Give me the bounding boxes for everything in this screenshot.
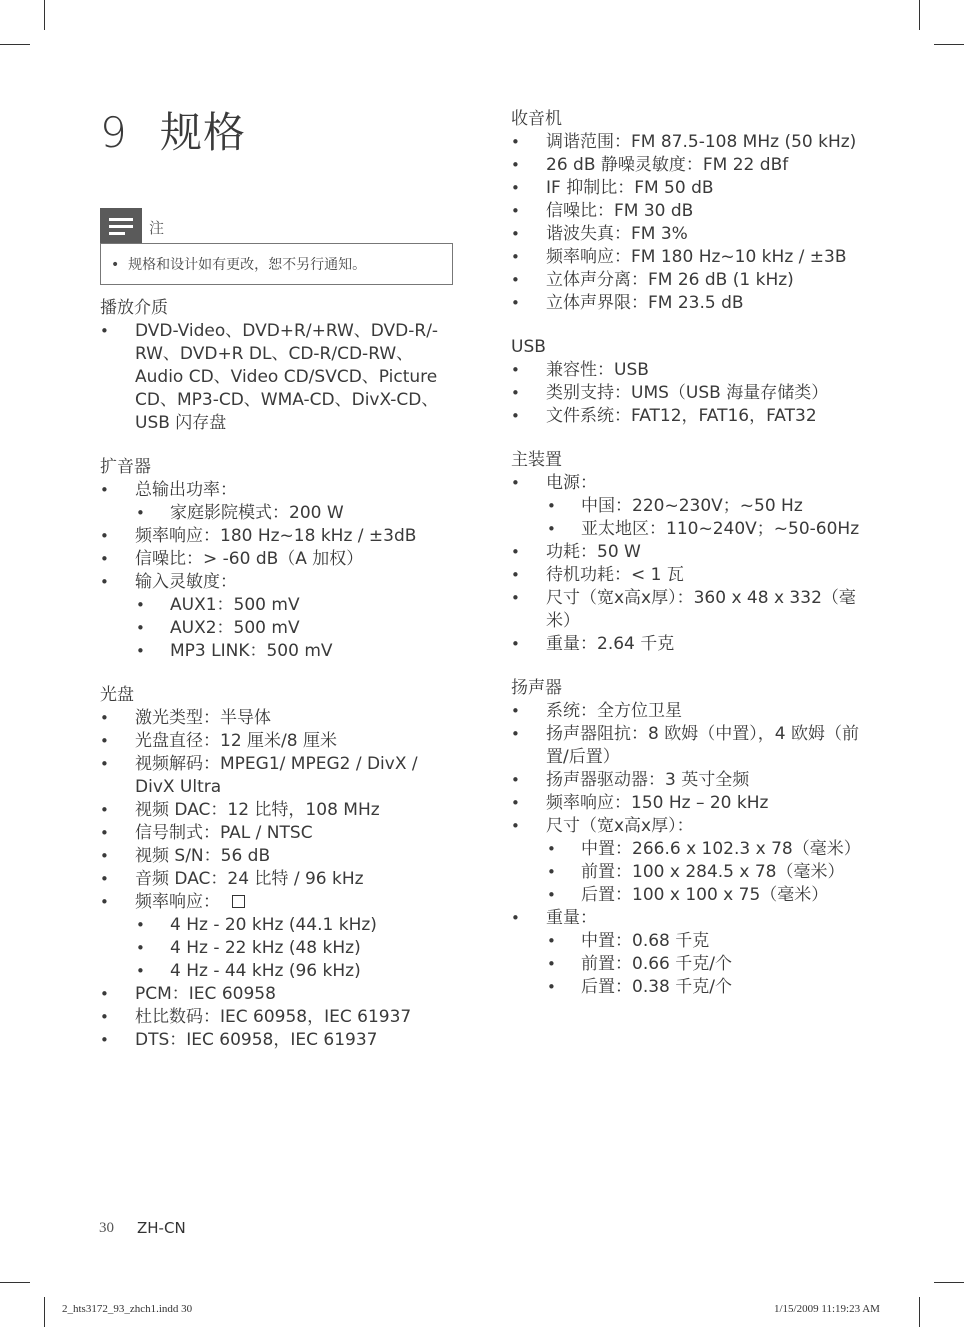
section-title: 播放介质	[100, 298, 168, 318]
chapter-heading	[100, 100, 246, 160]
spec-item	[511, 518, 871, 541]
spec-item-text: 频率响应：	[135, 892, 220, 912]
spec-item-text: PCM：IEC 60958	[135, 984, 276, 1004]
crop-mark	[934, 44, 964, 45]
spec-item	[511, 269, 871, 292]
spec-item-text: 前置：0.66 千克/个	[581, 954, 732, 974]
spec-item	[511, 405, 871, 428]
spec-item	[100, 640, 460, 663]
spec-item	[100, 845, 460, 868]
spec-item-text: 中置：0.68 千克	[581, 931, 710, 951]
spec-list	[100, 707, 460, 1052]
spec-list	[511, 472, 871, 656]
spec-item-text: 视频 S/N：56 dB	[135, 846, 271, 866]
crop-mark	[44, 1297, 45, 1327]
crop-mark	[0, 44, 30, 45]
spec-item	[511, 861, 871, 884]
language-code: ZH-CN	[137, 1219, 186, 1237]
spec-item	[100, 707, 460, 730]
section-title: 光盘	[100, 685, 134, 705]
spec-item-text: 信噪比：FM 30 dB	[546, 201, 694, 221]
spec-item	[511, 815, 871, 838]
spec-item	[511, 838, 871, 861]
spec-item-text: 4 Hz - 22 kHz (48 kHz)	[170, 938, 361, 958]
spec-item-text: 扬声器驱动器：3 英寸全频	[546, 770, 750, 790]
spec-item-text: 26 dB 静噪灵敏度：FM 22 dBf	[546, 155, 789, 175]
spec-item	[100, 571, 460, 594]
spec-item	[511, 541, 871, 564]
section-title: USB	[511, 337, 546, 357]
spec-item	[511, 587, 871, 633]
spec-item-text: AUX2：500 mV	[170, 618, 300, 638]
crop-mark	[0, 1282, 30, 1283]
spec-section	[511, 449, 871, 656]
spec-item-text: 立体声分离：FM 26 dB (1 kHz)	[546, 270, 794, 290]
note-text: • 规格和设计如有更改，恕不另行通知。	[111, 257, 367, 273]
crop-mark	[919, 1297, 920, 1327]
spec-item	[511, 382, 871, 405]
spec-item	[100, 868, 460, 891]
spec-item	[511, 177, 871, 200]
spec-item-text: 信噪比：> -60 dB（A 加权）	[135, 549, 364, 569]
spec-section	[511, 677, 871, 999]
note-box	[100, 243, 453, 285]
spec-item	[100, 730, 460, 753]
spec-item-text: 家庭影院模式：200 W	[170, 503, 344, 523]
spec-item	[511, 472, 871, 495]
spec-item	[511, 907, 871, 930]
spec-list	[511, 359, 871, 428]
spec-list	[100, 320, 460, 435]
spec-item-text: 中置：266.6 x 102.3 x 78（毫米）	[581, 839, 861, 859]
spec-item-text: 视频 DAC：12 比特，108 MHz	[135, 800, 380, 820]
slug-file: 2_hts3172_93_zhch1.indd 30	[62, 1303, 193, 1315]
spec-item-text: 电源：	[546, 473, 597, 493]
spec-item	[100, 753, 460, 799]
spec-item	[511, 792, 871, 815]
spec-item-text: 4 Hz - 20 kHz (44.1 kHz)	[170, 915, 377, 935]
chapter-title: 规格	[160, 108, 247, 157]
spec-item-text: 兼容性：USB	[546, 360, 649, 380]
crop-mark	[934, 1282, 964, 1283]
spec-section	[511, 336, 871, 428]
note-header	[100, 208, 200, 244]
spec-section	[100, 684, 460, 1052]
crop-mark	[44, 0, 45, 30]
spec-section	[100, 297, 460, 435]
spec-item-text: 激光类型：半导体	[135, 708, 271, 728]
spec-item-text: 重量：2.64 千克	[546, 634, 675, 654]
spec-item	[100, 914, 460, 937]
spec-item-text: 功耗：50 W	[546, 542, 641, 562]
spec-item	[100, 937, 460, 960]
page-number: 30	[99, 1220, 114, 1236]
spec-item-text: IF 抑制比：FM 50 dB	[546, 178, 714, 198]
chapter-number: 9	[100, 108, 128, 157]
spec-item	[100, 617, 460, 640]
spec-item-text: 音频 DAC：24 比特 / 96 kHz	[135, 869, 364, 889]
spec-item-text: 4 Hz - 44 kHz (96 kHz)	[170, 961, 361, 981]
spec-item	[100, 983, 460, 1006]
spec-item	[511, 246, 871, 269]
spec-item-text: 调谐范围：FM 87.5-108 MHz (50 kHz)	[546, 132, 857, 152]
spec-item	[100, 822, 460, 845]
spec-item	[511, 359, 871, 382]
crop-mark	[919, 0, 920, 30]
spec-item	[511, 930, 871, 953]
spec-item	[511, 154, 871, 177]
spec-item	[511, 700, 871, 723]
checkbox-glyph-icon	[232, 895, 245, 908]
spec-item-text: 前置：100 x 284.5 x 78（毫米）	[581, 862, 845, 882]
spec-item-text: 输入灵敏度：	[135, 572, 237, 592]
spec-item-text: 光盘直径：12 厘米/8 厘米	[135, 731, 337, 751]
spec-item-text: 谐波失真：FM 3%	[546, 224, 688, 244]
spec-item-text: 视频解码：MPEG1/ MPEG2 / DivX / DivX Ultra	[135, 754, 418, 797]
spec-list	[511, 700, 871, 999]
section-title: 收音机	[511, 109, 562, 129]
spec-item-text: 系统：全方位卫星	[546, 701, 682, 721]
spec-item	[100, 320, 460, 435]
spec-item-text: 文件系统：FAT12，FAT16，FAT32	[546, 406, 817, 426]
spec-item-text: MP3 LINK：500 mV	[170, 641, 333, 661]
spec-item	[511, 131, 871, 154]
spec-item-text: DTS：IEC 60958，IEC 61937	[135, 1030, 378, 1050]
spec-item-text: 尺寸（宽x高x厚）：360 x 48 x 332（毫米）	[546, 588, 856, 631]
section-title: 扩音器	[100, 457, 151, 477]
slug-timestamp: 1/15/2009 11:19:23 AM	[774, 1303, 880, 1315]
spec-item	[100, 548, 460, 571]
spec-item-text: 后置：100 x 100 x 75（毫米）	[581, 885, 829, 905]
spec-item-text: 后置：0.38 千克/个	[581, 977, 732, 997]
spec-item-text: 杜比数码：IEC 60958，IEC 61937	[135, 1007, 412, 1027]
spec-item	[511, 292, 871, 315]
left-column	[100, 297, 460, 1073]
spec-item	[511, 564, 871, 587]
spec-item-text: 扬声器阻抗：8 欧姆（中置），4 欧姆（前置/后置）	[546, 724, 859, 767]
spec-item	[100, 479, 460, 502]
spec-list	[511, 131, 871, 315]
spec-item	[100, 1006, 460, 1029]
spec-item	[511, 769, 871, 792]
spec-item	[511, 223, 871, 246]
spec-item	[511, 953, 871, 976]
spec-item-text: AUX1：500 mV	[170, 595, 300, 615]
spec-list	[100, 479, 460, 663]
spec-item	[511, 884, 871, 907]
spec-item-text: 重量：	[546, 908, 597, 928]
spec-item-text: 尺寸（宽x高x厚）：	[546, 816, 694, 836]
note-text-content: 规格和设计如有更改，恕不另行通知。	[128, 257, 367, 273]
spec-item-text: DVD-Video、DVD+R/+RW、DVD-R/-RW、DVD+R DL、CD-R/CD-RW、Audio CD、Video CD/SVCD、Picture CD、MP3-CD、WMA-CD、DivX-CD、USB 闪存盘	[135, 321, 439, 433]
spec-section	[511, 108, 871, 315]
spec-item-text: 中国：220~230V；~50 Hz	[581, 496, 803, 516]
spec-item	[100, 891, 460, 914]
spec-item-text: 待机功耗：< 1 瓦	[546, 565, 684, 585]
spec-item-text: 亚太地区：110~240V；~50-60Hz	[581, 519, 860, 539]
note-label: 注	[149, 219, 165, 237]
spec-item	[100, 502, 460, 525]
right-column	[511, 108, 871, 1020]
spec-item-text: 立体声界限：FM 23.5 dB	[546, 293, 744, 313]
spec-item	[511, 633, 871, 656]
section-title: 主装置	[511, 450, 562, 470]
spec-item-text: 频率响应：150 Hz – 20 kHz	[546, 793, 769, 813]
spec-item-text: 类别支持：UMS（USB 海量存储类）	[546, 383, 829, 403]
spec-item	[100, 594, 460, 617]
spec-item	[100, 1029, 460, 1052]
note-icon	[100, 208, 142, 244]
spec-item	[100, 960, 460, 983]
spec-item-text: 信号制式：PAL / NTSC	[135, 823, 313, 843]
spec-item	[100, 799, 460, 822]
spec-item-text: 频率响应：FM 180 Hz~10 kHz / ±3B	[546, 247, 847, 267]
section-title: 扬声器	[511, 678, 562, 698]
spec-item	[100, 525, 460, 548]
spec-item	[511, 976, 871, 999]
spec-item	[511, 200, 871, 223]
spec-item	[511, 723, 871, 769]
spec-item-text: 总输出功率：	[135, 480, 237, 500]
spec-item	[511, 495, 871, 518]
spec-item-text: 频率响应：180 Hz~18 kHz / ±3dB	[135, 526, 417, 546]
spec-section	[100, 456, 460, 663]
